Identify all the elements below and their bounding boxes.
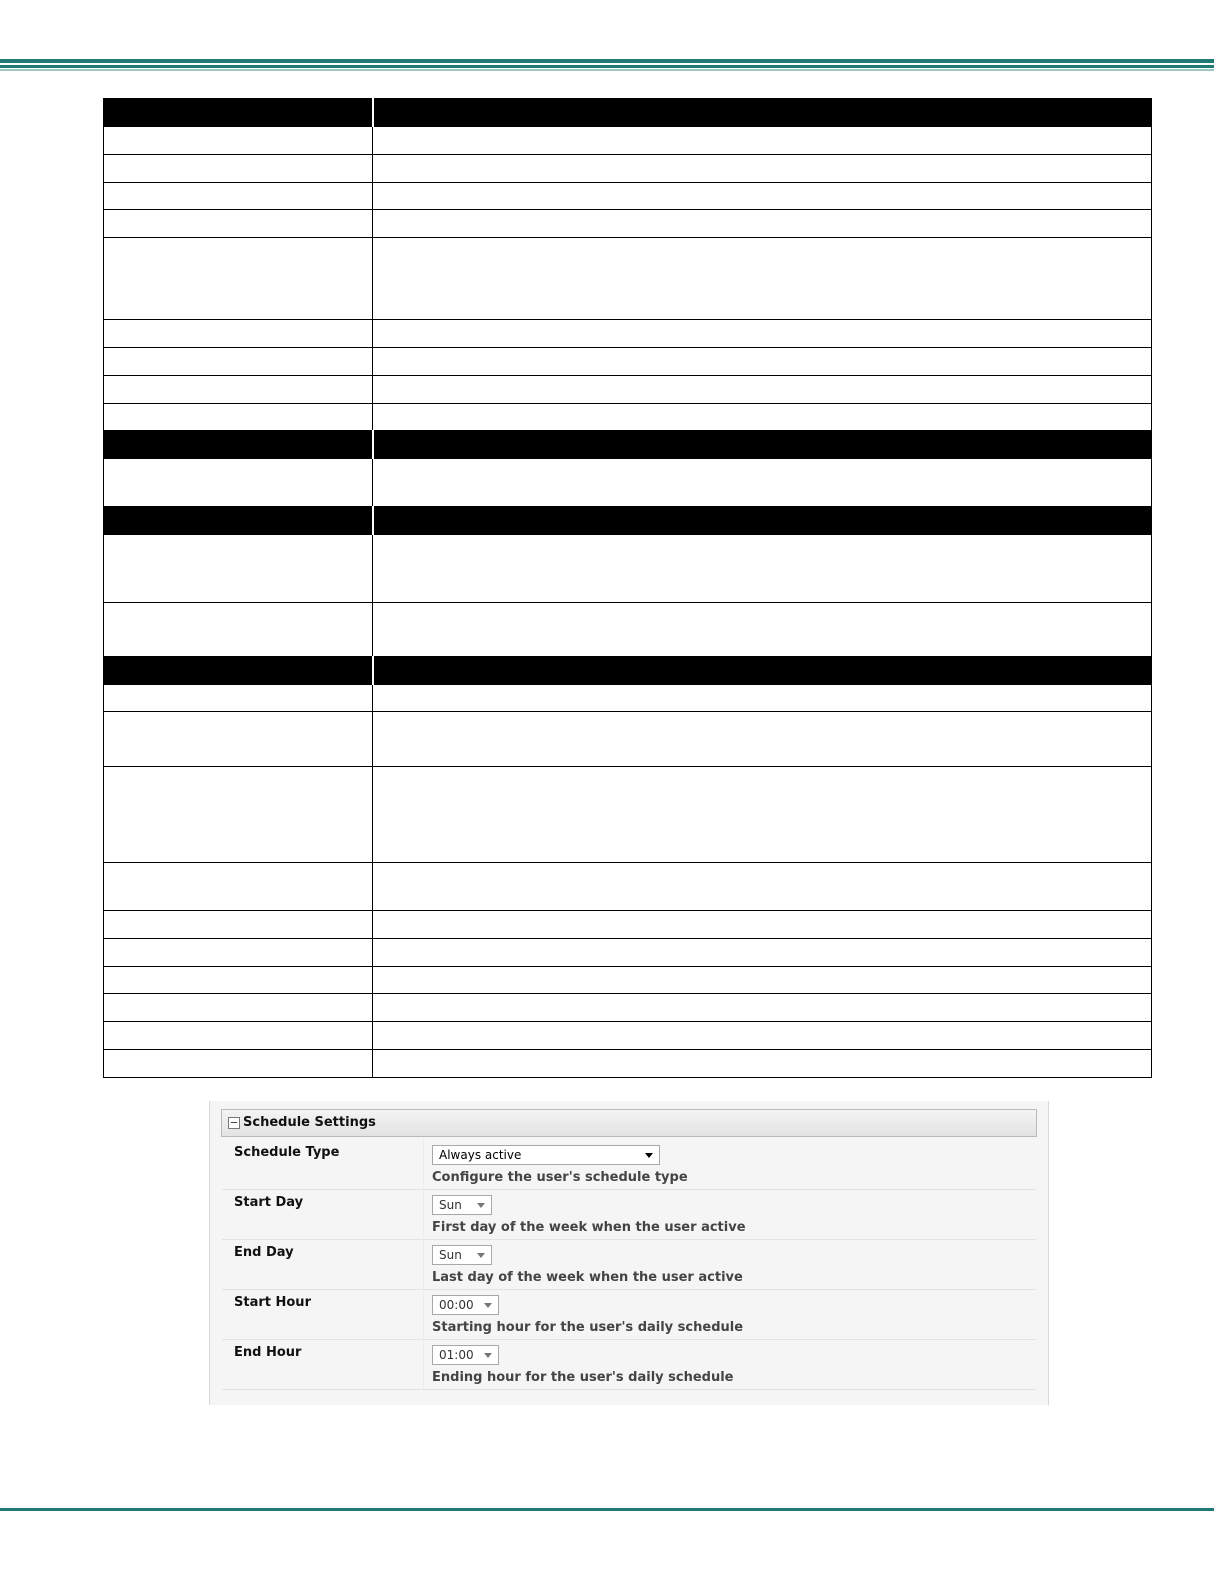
start-hour-row [222,1289,1036,1340]
schedule-type-select[interactable] [432,1145,660,1165]
select-value: Sun [439,1198,462,1212]
table-row [104,404,1152,431]
table-header-row [104,657,1152,685]
table-row [104,183,1152,210]
schedule-type-row [222,1139,1036,1190]
table-row [104,459,1152,507]
table-header-row [104,507,1152,535]
field-help: Last day of the week when the user active [432,1270,743,1285]
chevron-down-icon [484,1303,492,1308]
field-help: Starting hour for the user's daily schedule [432,1320,744,1335]
table-row [104,210,1152,238]
header-rule [0,59,1214,71]
table-row [104,712,1152,767]
end-day-row [222,1239,1036,1290]
select-value: 00:00 [439,1298,474,1312]
table-row [104,967,1152,994]
table-row [104,320,1152,348]
panel-title: Schedule Settings [243,1115,376,1130]
chevron-down-icon [477,1203,485,1208]
table-row [104,939,1152,967]
chevron-down-icon [645,1153,653,1158]
start-day-row [222,1189,1036,1240]
field-label: Start Day [234,1195,304,1210]
end-hour-select[interactable] [432,1345,499,1365]
table-row [104,767,1152,863]
table-row [104,603,1152,657]
field-label: Start Hour [234,1295,311,1310]
field-label: End Day [234,1245,294,1260]
field-label: End Hour [234,1345,302,1360]
start-hour-select[interactable] [432,1295,499,1315]
select-value: 01:00 [439,1348,474,1362]
schedule-settings-panel [209,1101,1049,1405]
field-help: First day of the week when the user active [432,1220,746,1235]
schedule-settings-header[interactable] [221,1109,1037,1137]
table-row [104,348,1152,376]
field-label: Schedule Type [234,1145,340,1160]
table-row [104,376,1152,404]
footer-rule [0,1508,1214,1511]
table-row [104,1022,1152,1050]
table-row [104,127,1152,155]
collapse-icon[interactable] [228,1117,240,1129]
table-row [104,911,1152,939]
table-header-row [104,431,1152,459]
table-header-row [104,99,1152,127]
table-row [104,685,1152,712]
table-row [104,238,1152,320]
table-row [104,1050,1152,1078]
field-help: Ending hour for the user's daily schedule [432,1370,734,1385]
chevron-down-icon [477,1253,485,1258]
start-day-select[interactable] [432,1195,492,1215]
table-row [104,994,1152,1022]
table-row [104,535,1152,603]
end-hour-row [222,1339,1036,1390]
end-day-select[interactable] [432,1245,492,1265]
table-row [104,155,1152,183]
field-help: Configure the user's schedule type [432,1170,688,1185]
table-row [104,863,1152,911]
document-table [103,98,1152,1078]
select-value: Always active [439,1148,522,1162]
select-value: Sun [439,1248,462,1262]
chevron-down-icon [484,1353,492,1358]
